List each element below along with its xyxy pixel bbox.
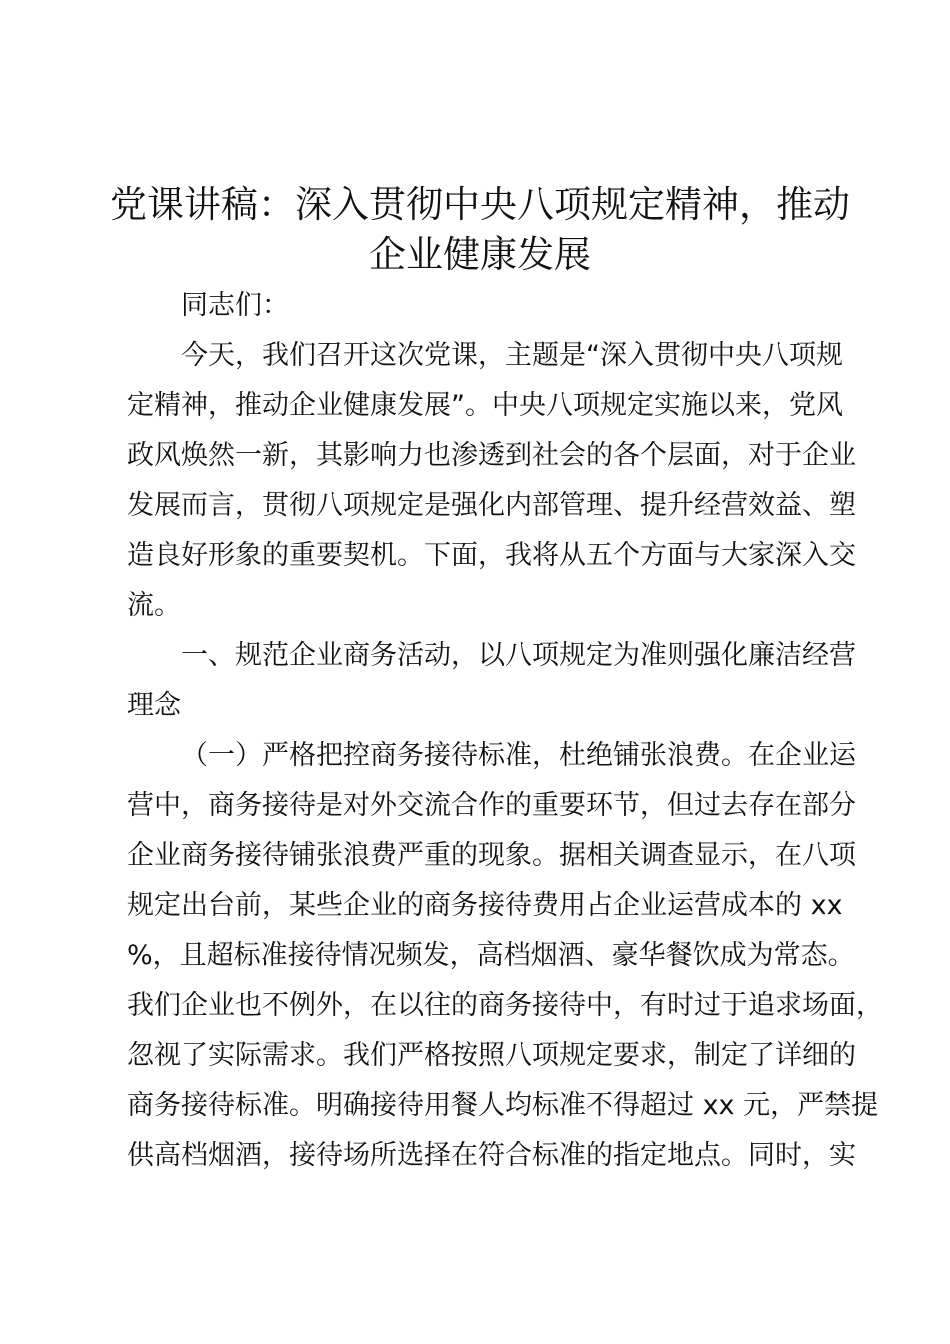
- text-line: 发展而言，贯彻八项规定是强化内部管理、提升经营效益、塑: [127, 490, 856, 521]
- text-line: 造良好形象的重要契机。下面，我将从五个方面与大家深入交: [127, 540, 856, 571]
- title-line: 企业健康发展: [369, 233, 591, 276]
- section-heading-1: [127, 631, 856, 731]
- text-line: 营中，商务接待是对外交流合作的重要环节，但过去存在部分: [127, 790, 856, 821]
- text-line: 流。: [127, 590, 181, 621]
- text-line: 商务接待标准。明确接待用餐人均标准不得超过 xx 元，严禁提: [127, 1090, 879, 1121]
- salutation: 同志们：: [181, 290, 289, 321]
- text-line: （一）严格把控商务接待标准，杜绝铺张浪费。在企业运: [181, 740, 856, 771]
- title-line: 党课讲稿：深入贯彻中央八项规定精神，推动: [110, 183, 850, 226]
- text-line: 规定出台前，某些企业的商务接待费用占企业运营成本的 xx: [127, 890, 843, 921]
- text-line: 定精神，推动企业健康发展”。中央八项规定实施以来，党风: [127, 390, 843, 421]
- text-line: 今天，我们召开这次党课，主题是“深入贯彻中央八项规: [181, 340, 843, 371]
- text-line: %，且超标准接待情况频发，高档烟酒、豪华餐饮成为常态。: [127, 940, 855, 971]
- text-line: 供高档烟酒，接待场所选择在符合标准的指定地点。同时，实: [127, 1140, 856, 1171]
- document-body: [127, 281, 883, 1181]
- heading-line: 一、规范企业商务活动，以八项规定为准则强化廉洁经营: [181, 640, 856, 671]
- text-line: 政风焕然一新，其影响力也渗透到社会的各个层面，对于企业: [127, 440, 856, 471]
- text-line: 我们企业也不例外，在以往的商务接待中，有时过于追求场面，: [127, 990, 883, 1021]
- paragraph-business-reception: [127, 731, 883, 1181]
- text-line: 企业商务接待铺张浪费严重的现象。据相关调查显示，在八项: [127, 840, 856, 871]
- paragraph-intro: [127, 331, 856, 631]
- heading-line: 理念: [127, 690, 181, 721]
- document-title: [100, 180, 860, 280]
- text-line: 忽视了实际需求。我们严格按照八项规定要求，制定了详细的: [127, 1040, 856, 1071]
